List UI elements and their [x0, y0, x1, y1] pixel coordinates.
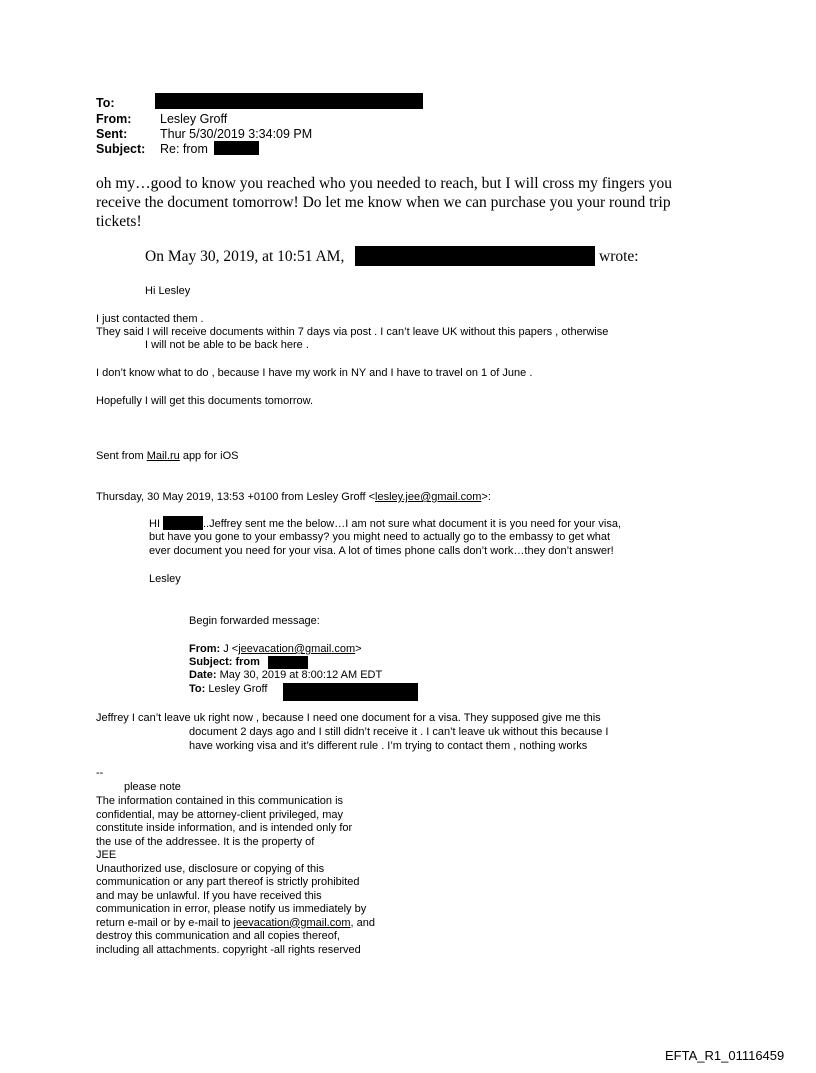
disclaimer-note: please note — [124, 781, 181, 793]
disclaimer-dashes: -- — [96, 767, 104, 779]
from-value: Lesley Groff — [160, 112, 228, 126]
disclaimer-line: JEE — [96, 849, 117, 861]
reply-line-1: oh my…good to know you reached who you needed to reach, but I will cross my fingers you — [96, 175, 672, 192]
sent-label: Sent: — [96, 127, 128, 141]
quote1-paragraph-2-line-2: I will not be able to be back here . — [145, 339, 309, 351]
quote2-line-2: but have you gone to your embassy? you might need to actually go to the embassy to get what — [149, 531, 611, 543]
lesley-email-link[interactable]: lesley.jee@gmail.com — [375, 491, 482, 503]
from-label: From: — [96, 112, 132, 126]
forwarded-intro: Begin forwarded message: — [189, 615, 320, 627]
redaction-forwarded-subject — [268, 656, 308, 669]
document-id: EFTA_R1_01116459 — [665, 1048, 785, 1063]
disclaimer-line: communication in error, please notify us immediately by — [96, 903, 367, 915]
to-label: To: — [96, 96, 115, 110]
forwarded-subject-label: Subject: from — [189, 656, 260, 668]
original-line-2: document 2 days ago and I still didn’t receive it . I can’t leave uk without this because I — [189, 726, 609, 738]
forwarded-from: From: J <jeevacation@gmail.com> — [189, 643, 362, 655]
redaction-quote1-sender — [355, 246, 595, 266]
quote1-paragraph-3: I don’t know what to do , because I have my work in NY and I have to travel on 1 of June . — [96, 367, 533, 379]
quote1-paragraph-2-line-1: They said I will receive documents within 7 days via post . I can’t leave UK without this papers , otherwise — [96, 326, 609, 338]
disclaimer-line: and may be unlawful. If you have received this — [96, 889, 322, 902]
quote1-greeting: Hi Lesley — [145, 285, 191, 297]
disclaimer-line: the use of the addressee. It is the property of — [96, 835, 315, 848]
redaction-quote2-name — [163, 516, 203, 530]
disclaimer-destroy-line: destroy this communication and all copies thereof, — [96, 930, 340, 942]
subject-label: Subject: — [96, 142, 146, 156]
forwarded-date: Date: May 30, 2019 at 8:00:12 AM EDT — [189, 669, 383, 681]
redaction-forwarded-to — [283, 683, 418, 701]
quote2-line-1: ..Jeffrey sent me the below…I am not sure what document it is you need for your visa, — [203, 518, 621, 530]
disclaimer-email-link[interactable]: jeevacation@gmail.com — [233, 916, 351, 929]
original-line-1: Jeffrey I can’t leave uk right now , because I need one document for a visa. They supposed give me this — [96, 712, 601, 724]
disclaimer-line: constitute inside information, and is intended only for — [96, 822, 353, 834]
mailru-link[interactable]: Mail.ru — [146, 450, 180, 462]
sent-from-signature: Sent from Mail.ru app for iOS — [96, 450, 239, 462]
quote2-intro: Thursday, 30 May 2019, 13:53 +0100 from Lesley Groff <lesley.jee@gmail.com>: — [96, 491, 491, 503]
disclaimer-return-line: return e-mail or by e-mail to jeevacation@gmail.com, and — [96, 916, 375, 929]
quote1-paragraph-4: Hopefully I will get this documents tomorrow. — [96, 395, 314, 407]
disclaimer-line: communication or any part thereof is strictly prohibited — [96, 876, 360, 888]
disclaimer-line: confidential, may be attorney-client privileged, may — [96, 808, 344, 821]
forwarded-to: To: Lesley Groff — [189, 683, 268, 695]
sent-value: Thur 5/30/2019 3:34:09 PM — [160, 127, 313, 141]
redaction-to — [155, 93, 423, 109]
quote2-line-1-prefix: HI — [149, 518, 160, 530]
disclaimer-line: Unauthorized use, disclosure or copying of this — [96, 862, 325, 875]
quote2-signoff: Lesley — [149, 573, 181, 585]
quote1-wrote: wrote: — [599, 248, 639, 265]
quote1-paragraph-1: I just contacted them . — [96, 313, 204, 325]
reply-line-3: tickets! — [96, 213, 142, 230]
jeevacation-email-link[interactable]: jeevacation@gmail.com — [238, 643, 356, 655]
subject-value: Re: from — [160, 142, 208, 156]
quote1-intro: On May 30, 2019, at 10:51 AM, — [145, 248, 345, 265]
reply-line-2: receive the document tomorrow! Do let me know when we can purchase you your round trip — [96, 194, 671, 211]
original-line-3: have working visa and it’s different rule . I’m trying to contact them , nothing works — [189, 740, 588, 752]
quote2-line-3: ever document you need for your visa. A lot of times phone calls don’t work…they don’t answer! — [149, 545, 614, 557]
disclaimer-final-line: including all attachments. copyright -all rights reserved — [96, 943, 361, 956]
disclaimer-line: The information contained in this communication is — [96, 795, 344, 807]
redaction-subject — [214, 141, 259, 155]
